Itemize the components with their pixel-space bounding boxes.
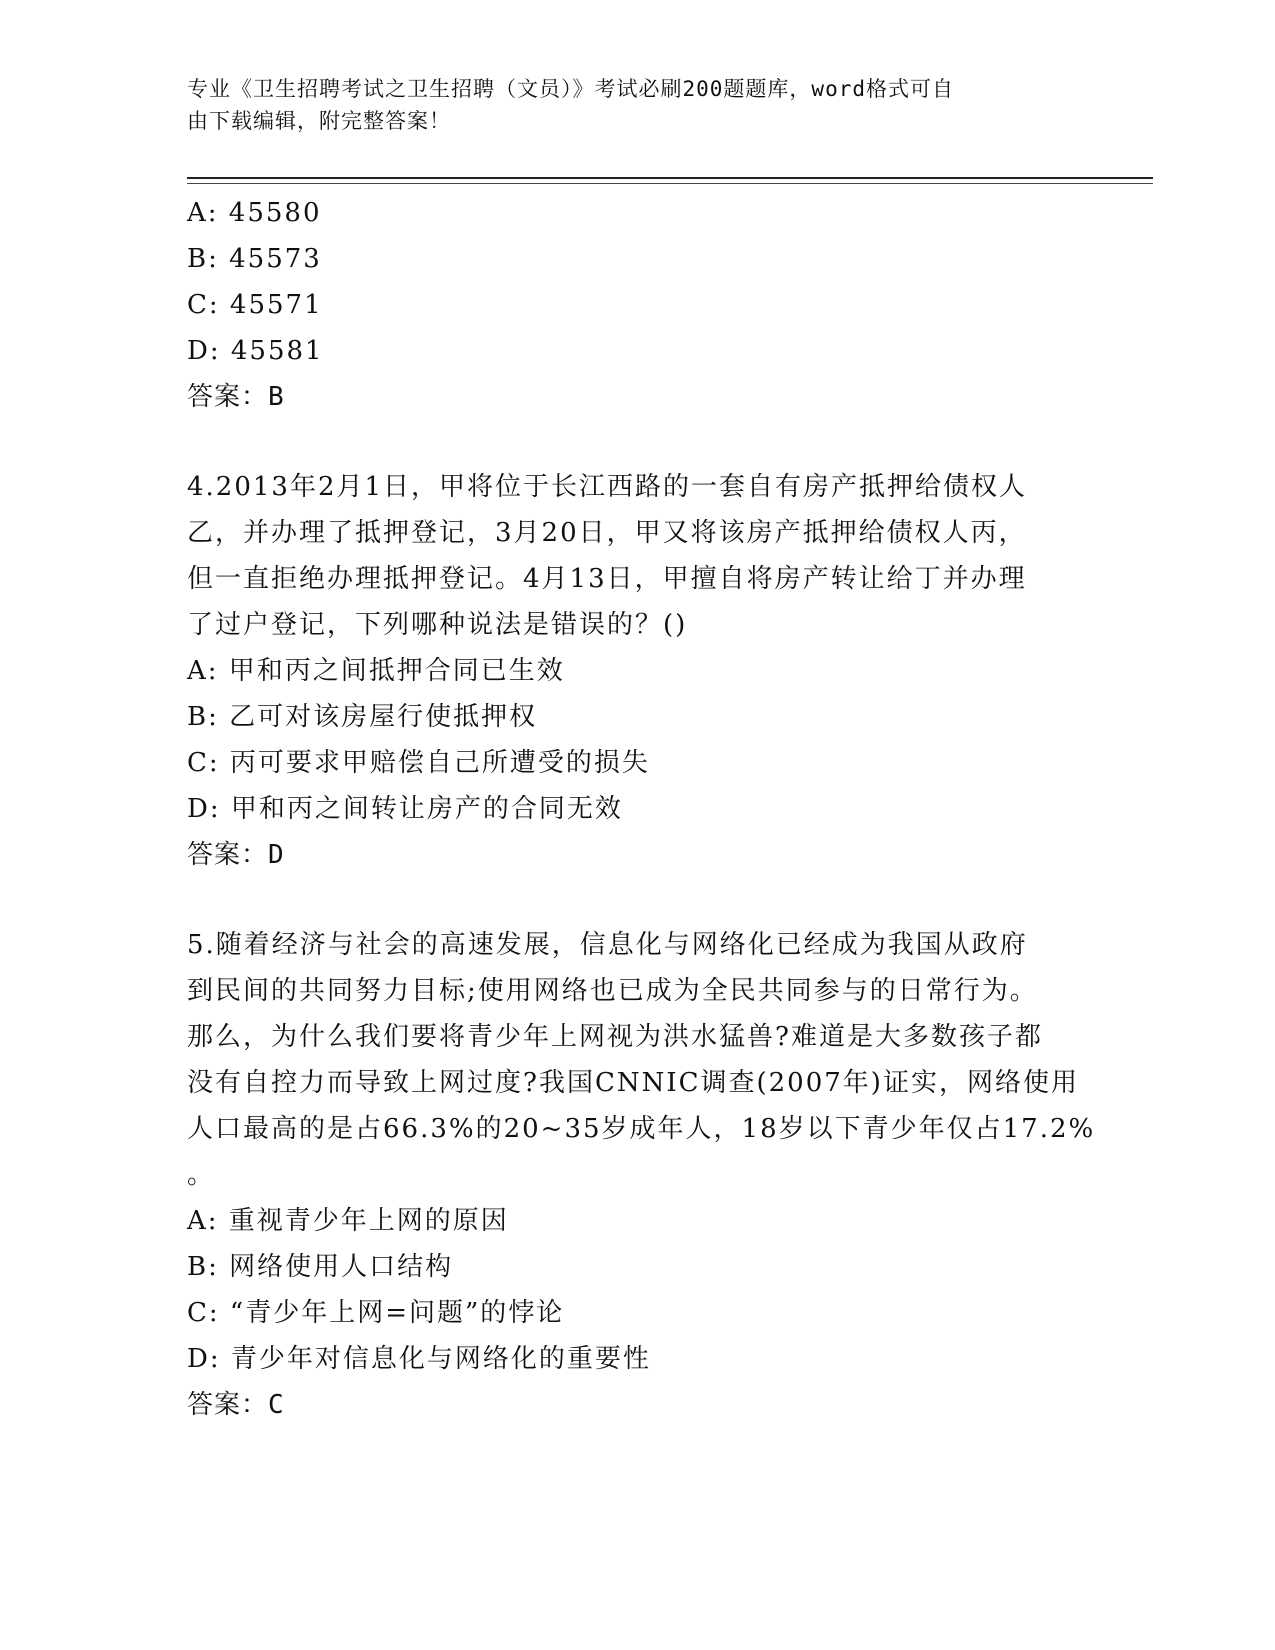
document-header <box>187 73 1067 137</box>
option-c: C: 45571 <box>187 290 323 320</box>
option-a: A: 甲和丙之间抵押合同已生效 <box>187 656 565 686</box>
option-a: A: 45580 <box>187 198 322 228</box>
header-line-1: 专业《卫生招聘考试之卫生招聘（文员）》考试必刷200题题库，word格式可自 <box>187 77 954 101</box>
answer-line: 答案：D <box>187 840 285 870</box>
question-stem-line: 到民间的共同努力目标;使用网络也已成为全民共同参与的日常行为。 <box>187 976 1038 1006</box>
header-divider-thin <box>187 183 1153 184</box>
question-4 <box>187 464 1087 878</box>
option-b: B: 45573 <box>187 244 322 274</box>
option-d: D: 青少年对信息化与网络化的重要性 <box>187 1344 651 1374</box>
question-5 <box>187 922 1096 1428</box>
question-stem-line: 那么，为什么我们要将青少年上网视为洪水猛兽?难道是大多数孩子都 <box>187 1022 1043 1052</box>
question-stem-line: 5.随着经济与社会的高速发展，信息化与网络化已经成为我国从政府 <box>187 930 1028 960</box>
question-stem-line: 乙，并办理了抵押登记，3月20日，甲又将该房产抵押给债权人丙， <box>187 518 1027 548</box>
question-content <box>187 190 1096 1428</box>
option-c: C: 丙可要求甲赔偿自己所遭受的损失 <box>187 748 650 778</box>
option-c: C: “青少年上网=问题”的悖论 <box>187 1298 565 1328</box>
question-stem-line: 4.2013年2月1日，甲将位于长江西路的一套自有房产抵押给债权人 <box>187 472 1028 502</box>
option-d: D: 甲和丙之间转让房产的合同无效 <box>187 794 623 824</box>
option-b: B: 乙可对该房屋行使抵押权 <box>187 702 538 732</box>
question-stem-line: 人口最高的是占66.3%的20~35岁成年人，18岁以下青少年仅占17.2% <box>187 1114 1096 1144</box>
question-stem-line: 了过户登记，下列哪种说法是错误的？() <box>187 610 688 640</box>
answer-line: 答案：C <box>187 1390 285 1420</box>
question-3 <box>187 190 1087 420</box>
question-stem-line: 没有自控力而导致上网过度?我国CNNIC调查(2007年)证实，网络使用 <box>187 1068 1079 1098</box>
option-b: B: 网络使用人口结构 <box>187 1252 454 1282</box>
question-stem-line: 。 <box>187 1160 216 1190</box>
question-stem-line: 但一直拒绝办理抵押登记。4月13日，甲擅自将房产转让给丁并办理 <box>187 564 1027 594</box>
answer-line: 答案：B <box>187 382 285 412</box>
option-d: D: 45581 <box>187 336 324 366</box>
header-divider-thick <box>187 177 1153 179</box>
option-a: A: 重视青少年上网的原因 <box>187 1206 509 1236</box>
header-line-2: 由下载编辑，附完整答案！ <box>187 109 451 133</box>
spacer <box>187 878 1087 922</box>
spacer <box>187 420 1087 464</box>
